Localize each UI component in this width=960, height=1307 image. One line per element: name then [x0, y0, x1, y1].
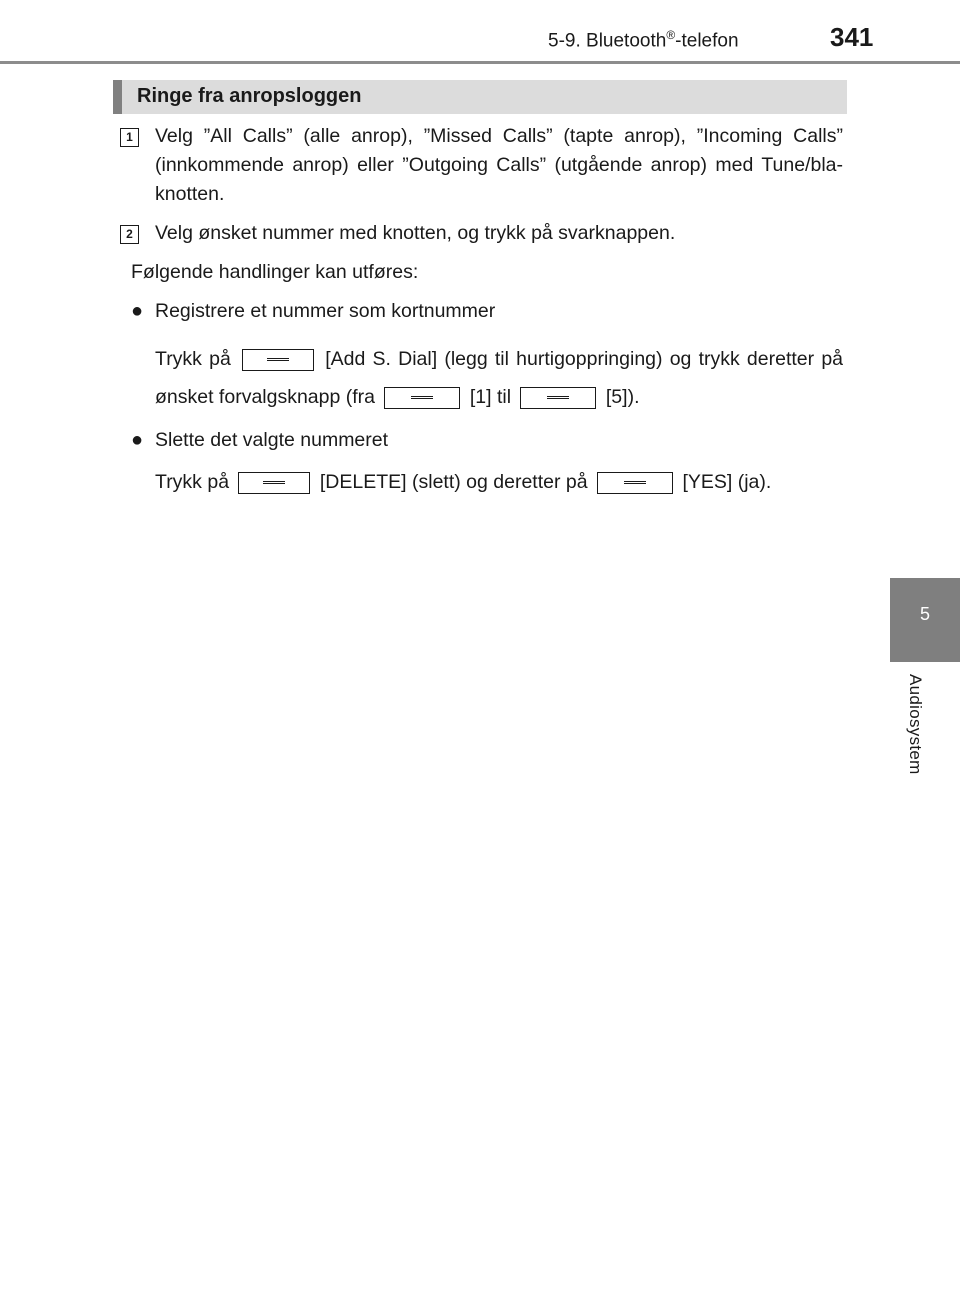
section-heading-box	[113, 80, 847, 114]
chapter-label: Audiosystem	[906, 674, 925, 775]
main-content	[113, 120, 843, 499]
section-prefix: 5-9. Bluetooth	[548, 30, 667, 52]
screen-button-icon	[242, 349, 314, 371]
step-text: Velg ønsket nummer med knotten, og trykk på svarknappen.	[155, 222, 676, 244]
bullet-item	[113, 426, 843, 455]
step-text: Velg ”All Calls” (alle anrop), ”Missed Calls” (tapte anrop), ”Incoming Calls” (innkommende anrop) eller ”Outgoing Calls” (utgående anrop) med Tune/bla-knotten.	[155, 125, 843, 205]
header-divider	[0, 61, 960, 64]
section-title: Ringe fra anropsloggen	[137, 85, 362, 107]
bullet-instruction	[113, 340, 843, 416]
bullet-icon: ●	[131, 429, 144, 451]
chapter-tab	[890, 578, 960, 662]
instruction-text: [5]).	[605, 386, 640, 408]
screen-button-icon	[384, 387, 460, 409]
screen-button-icon	[238, 472, 310, 494]
header-section-title	[548, 28, 739, 52]
registered-mark: ®	[666, 28, 676, 42]
section-suffix: -telefon	[675, 30, 739, 52]
screen-button-icon	[520, 387, 596, 409]
step-number-badge: 1	[120, 128, 139, 147]
bullet-item	[113, 297, 843, 326]
bullet-icon: ●	[131, 300, 144, 322]
page-number: 341	[830, 22, 874, 52]
instruction-text: [YES] (ja).	[682, 471, 772, 493]
bullet-instruction	[113, 465, 843, 499]
instruction-text: [Add S. Dial] (legg til hurtigoppringing) og trykk deretter på ønsket forvalgsknapp (fra	[155, 348, 844, 408]
bullet-title: Registrere et nummer som kortnummer	[155, 300, 496, 322]
note-text: Følgende handlinger kan utføres:	[131, 261, 419, 283]
step-1	[113, 122, 843, 209]
instruction-text: Trykk på	[155, 471, 230, 493]
instruction-text: [1] til	[469, 386, 512, 408]
step-number-badge: 2	[120, 225, 139, 244]
step-2	[113, 219, 843, 248]
bullet-title: Slette det valgte nummeret	[155, 429, 389, 451]
chapter-number: 5	[919, 604, 930, 624]
screen-button-icon	[597, 472, 673, 494]
instruction-text: [DELETE] (slett) og deretter på	[319, 471, 588, 493]
instruction-text: Trykk på	[155, 348, 231, 370]
